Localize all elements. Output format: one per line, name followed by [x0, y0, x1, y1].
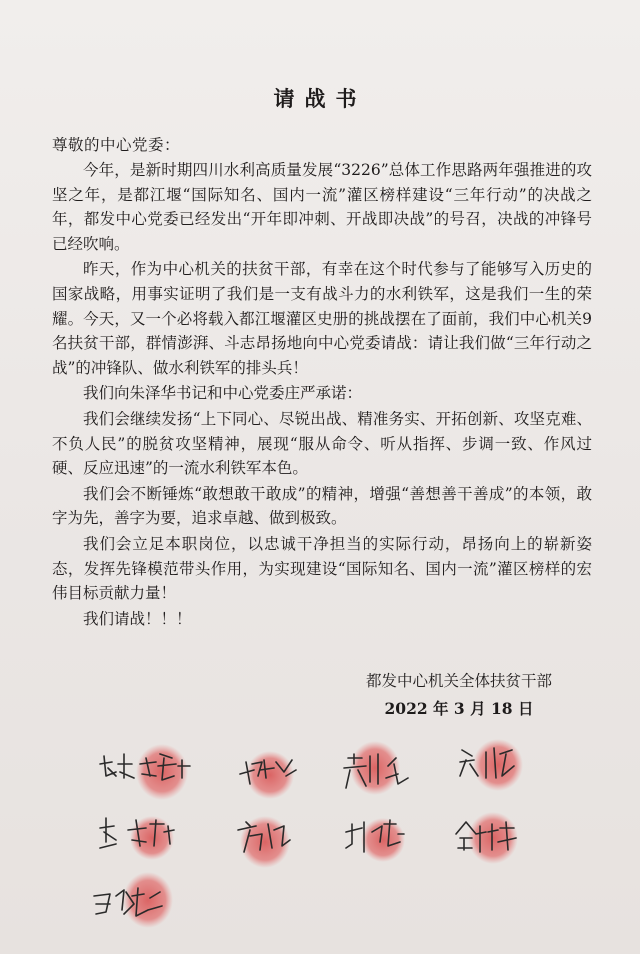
fingerprint-icon	[361, 818, 405, 862]
fingerprint-icon	[473, 739, 523, 791]
paragraph: 我们向朱泽华书记和中心党委庄严承诺：	[83, 384, 363, 403]
paragraph: 我们会不断锤炼“敢想敢干敢成”的精神，增强“善想善干善成”的本领，敢字为先，善字为要，追求卓越、做到极致。	[52, 484, 592, 528]
paragraph: 我们会立足本职岗位，以忠诚干净担当的实际行动，昂扬向上的崭新姿态，发挥先锋模范带头作用，为实现建设“国际知名、国内一流”灌区榜样的宏伟目标贡献力量！	[52, 534, 592, 603]
fingerprint-icon	[468, 812, 518, 864]
paragraph: 今年，是新时期四川水利高质量发展“3226”总体工作思路两年强推进的攻坚之年，是都江堰“国际知名、国内一流”灌区榜样建设“三年行动”的决战之年，都发中心党委已经发出“开年即冲刺、开战即决战”的号召，决战的冲锋号已经吹响。	[52, 161, 592, 253]
paragraph: 我们请战！！！	[83, 609, 192, 628]
salutation: 尊敬的中心党委：	[52, 136, 181, 154]
document-title: 请战书	[273, 86, 367, 111]
fingerprint-icon	[350, 741, 400, 795]
signature-block	[366, 667, 552, 723]
signatures-drawing	[0, 720, 640, 950]
signer-organization: 都发中心机关全体扶贫干部	[365, 672, 552, 690]
signatures-area	[0, 720, 640, 950]
signing-date: 2022 年 3 月 18 日	[384, 699, 534, 718]
paragraph: 昨天，作为中心机关的扶贫干部，有幸在这个时代参与了能够写入历史的国家战略，用事实证明了我们是一支有战斗力的水利铁军，这是我们一生的荣耀。今天，又一个必将载入都江堰灌区史册的挑战摆在了面前，我们中心机关9名扶贫干部，群情澎湃、斗志昂扬地向中心党委请战：请让我们做“三年行动之战”的冲锋队、做水利铁军的排头兵！	[52, 260, 592, 377]
paragraph: 我们会继续发扬“上下同心、尽锐出战、精准务实、开拓创新、攻坚克难、不负人民”的脱贫攻坚精神，展现“服从命令、听从指挥、步调一致、作风过硬、反应迅速”的一流水利铁军本色。	[52, 409, 592, 478]
letter-body	[52, 158, 592, 632]
